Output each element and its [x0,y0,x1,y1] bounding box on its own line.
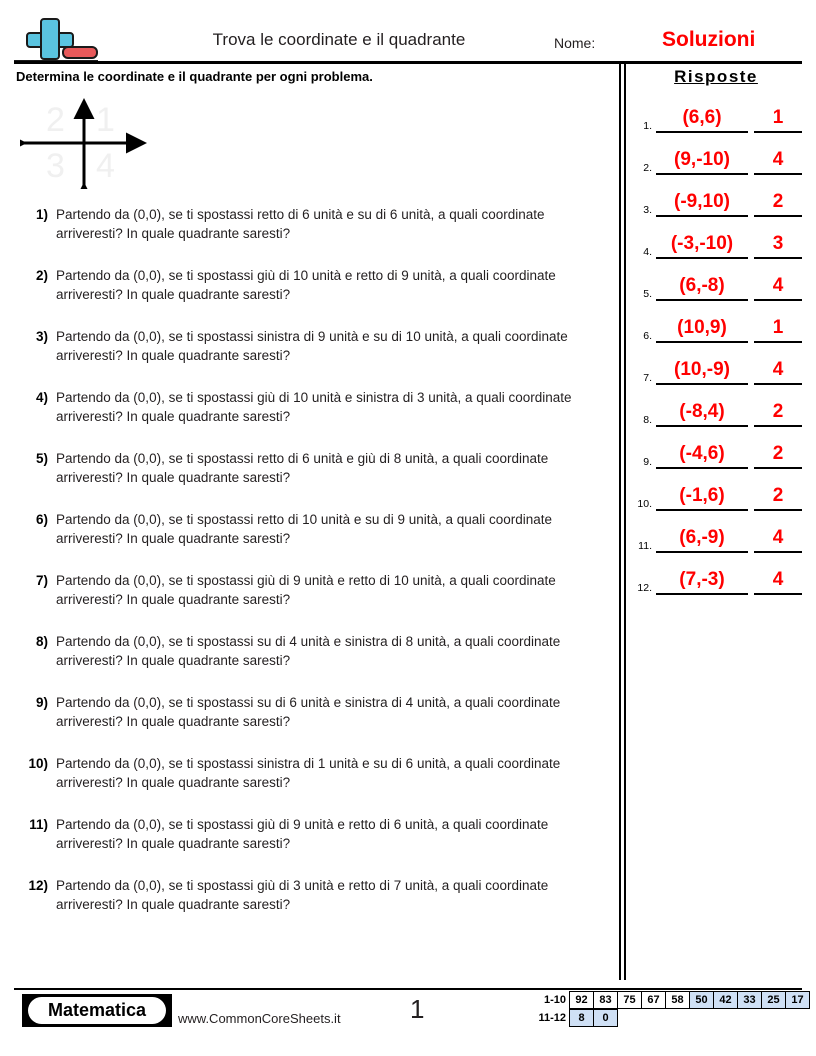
question-item [14,815,610,853]
brand-pill [28,997,166,1024]
answer-row [630,522,802,564]
answer-quadrant-blank[interactable] [754,315,802,343]
question-number: 3) [35,329,48,344]
answer-index: 1. [643,120,652,132]
answer-coordinate-blank[interactable] [656,399,748,427]
score-cell: 58 [665,991,690,1009]
answer-row [630,564,802,606]
question-text: Partendo da (0,0), se ti spostassi giù di 9 unità e retto di 10 unità, a quali coordinate arriveresti? In quale quadrante saresti? [56,573,556,607]
answer-quadrant-blank[interactable] [754,231,802,259]
score-cell: 67 [641,991,666,1009]
answer-quadrant-value: 3 [772,233,784,254]
score-cell: 0 [593,1009,618,1027]
question-text: Partendo da (0,0), se ti spostassi sinistra di 9 unità e su di 10 unità, a quali coordinate arriveresti? In quale quadrante saresti? [56,329,568,363]
question-text: Partendo da (0,0), se ti spostassi sinistra di 1 unità e su di 6 unità, a quali coordinate arriveresti? In quale quadrante saresti? [56,756,561,790]
score-cell: 50 [689,991,714,1009]
quadrant-label-2: 2 [46,101,65,139]
answer-index: 8. [643,414,652,426]
footer-divider [14,988,802,990]
page-title: Trova le coordinate e il quadrante [212,30,466,49]
question-number: 7) [35,573,48,588]
score-row [532,1009,810,1027]
name-label: Nome: [554,35,596,51]
answer-coordinate-blank[interactable] [656,483,748,511]
answer-quadrant-blank[interactable] [754,147,802,175]
question-item [14,876,610,914]
answer-quadrant-blank[interactable] [754,483,802,511]
question-text: Partendo da (0,0), se ti spostassi giù di 3 unità e retto di 7 unità, a quali coordinate arriveresti? In quale quadrante saresti? [56,878,549,912]
quadrant-axes-icon [20,97,148,189]
answer-coordinate-value: (-4,6) [679,443,725,464]
answers-list [630,102,802,606]
answer-quadrant-value: 4 [772,149,784,170]
answer-index: 3. [643,204,652,216]
quadrant-label-4: 4 [96,147,115,185]
score-cell: 8 [569,1009,594,1027]
score-cell: 25 [761,991,786,1009]
answer-quadrant-value: 1 [772,107,784,128]
score-cell: 75 [617,991,642,1009]
answer-index: 7. [643,372,652,384]
answer-coordinate-value: (10,9) [677,317,727,338]
answer-coordinate-blank[interactable] [656,441,748,469]
score-cell: 83 [593,991,618,1009]
question-item [14,266,610,304]
question-item [14,693,610,731]
question-text: Partendo da (0,0), se ti spostassi giù di 9 unità e retto di 6 unità, a quali coordinate arriveresti? In quale quadrante saresti? [56,817,549,851]
question-item [14,205,610,243]
answer-coordinate-blank[interactable] [656,315,748,343]
question-item [14,449,610,487]
answer-coordinate-value: (-9,10) [674,191,730,212]
answer-index: 2. [643,162,652,174]
answers-title: Risposte [674,67,758,86]
column-divider-outer [619,64,621,980]
question-number: 10) [28,756,48,771]
answer-quadrant-blank[interactable] [754,357,802,385]
header-divider [14,61,802,64]
answer-quadrant-blank[interactable] [754,525,802,553]
answer-quadrant-blank[interactable] [754,105,802,133]
score-cell: 92 [569,991,594,1009]
question-text: Partendo da (0,0), se ti spostassi retto di 6 unità e su di 6 unità, a quali coordinate arriveresti? In quale quadrante saresti? [56,207,545,241]
answer-coordinate-blank[interactable] [656,147,748,175]
answer-row [630,270,802,312]
question-text: Partendo da (0,0), se ti spostassi giù di 10 unità e retto di 9 unità, a quali coordinate arriveresti? In quale quadrante saresti? [56,268,556,302]
answer-index: 12. [637,582,652,594]
answer-index: 11. [638,540,652,552]
answer-quadrant-blank[interactable] [754,273,802,301]
answer-quadrant-blank[interactable] [754,567,802,595]
question-item [14,571,610,609]
question-text: Partendo da (0,0), se ti spostassi su di 6 unità e sinistra di 4 unità, a quali coordinate arriveresti? In quale quadrante saresti? [56,695,561,729]
question-number: 5) [35,451,48,466]
question-number: 6) [35,512,48,527]
answer-row [630,144,802,186]
answer-coordinate-value: (7,-3) [679,569,725,590]
quadrant-diagram [20,97,148,189]
answer-coordinate-value: (-3,-10) [670,233,734,254]
answer-coordinate-blank[interactable] [656,525,748,553]
answer-coordinate-blank[interactable] [656,273,748,301]
answer-row [630,102,802,144]
answer-quadrant-blank[interactable] [754,399,802,427]
question-number: 4) [35,390,48,405]
answer-quadrant-blank[interactable] [754,441,802,469]
answers-panel [630,66,802,606]
answer-coordinate-blank[interactable] [656,357,748,385]
answer-coordinate-value: (6,-8) [679,275,725,296]
answer-coordinate-value: (-8,4) [679,401,725,422]
answer-coordinate-blank[interactable] [656,231,748,259]
answer-coordinate-value: (10,-9) [674,359,730,380]
answer-row [630,438,802,480]
logo-minus-bar [62,46,98,59]
answer-row [630,186,802,228]
answer-index: 6. [643,330,652,342]
question-text: Partendo da (0,0), se ti spostassi retto di 6 unità e giù di 8 unità, a quali coordinate arriveresti? In quale quadrante saresti? [56,451,549,485]
commoncoresheets-logo-icon [14,16,98,62]
answer-quadrant-value: 4 [772,569,784,590]
answer-quadrant-value: 4 [772,359,784,380]
brand-label: Matematica [47,1000,147,1020]
page-header [14,14,802,62]
question-text: Partendo da (0,0), se ti spostassi su di 4 unità e sinistra di 8 unità, a quali coordinate arriveresti? In quale quadrante saresti? [56,634,561,668]
question-number: 9) [35,695,48,710]
name-value: Soluzioni [662,28,756,51]
answer-index: 4. [643,246,652,258]
question-text: Partendo da (0,0), se ti spostassi retto di 10 unità e su di 9 unità, a quali coordinate arriveresti? In quale quadrante saresti? [56,512,553,546]
question-number: 1) [35,207,48,222]
answer-quadrant-value: 2 [772,485,784,506]
logo-plus-center-fill [42,33,58,47]
quadrant-label-1: 1 [96,101,115,139]
score-row-label: 11-12 [538,1012,566,1024]
question-text: Partendo da (0,0), se ti spostassi giù di 10 unità e sinistra di 3 unità, a quali coordinate arriveresti? In quale quadrante saresti? [56,390,572,424]
score-cell: 42 [713,991,738,1009]
answer-row [630,396,802,438]
answer-coordinate-value: (6,6) [682,107,722,128]
answer-index: 9. [643,456,652,468]
score-cell: 33 [737,991,762,1009]
answer-row [630,228,802,270]
score-cell: 17 [785,991,810,1009]
question-item [14,510,610,548]
answer-coordinate-value: (6,-9) [679,527,725,548]
answer-quadrant-value: 4 [772,527,784,548]
answer-coordinate-value: (-1,6) [679,485,725,506]
answer-quadrant-value: 1 [772,317,784,338]
column-divider-inner [624,64,626,980]
score-row [532,991,810,1009]
question-number: 2) [35,268,48,283]
answer-quadrant-blank[interactable] [754,189,802,217]
brand-badge [22,994,172,1027]
answer-coordinate-blank[interactable] [656,105,748,133]
answer-quadrant-value: 2 [772,443,784,464]
question-number: 11) [29,817,48,832]
question-number: 12) [28,878,48,893]
question-item [14,388,610,426]
question-number: 8) [35,634,48,649]
answer-coordinate-blank[interactable] [656,567,748,595]
score-row-label: 1-10 [543,994,566,1006]
answer-index: 10. [637,498,652,510]
answer-row [630,312,802,354]
answer-coordinate-value: (9,-10) [674,149,730,170]
question-item [14,754,610,792]
answer-row [630,354,802,396]
answer-row [630,480,802,522]
answer-index: 5. [643,288,652,300]
question-item [14,327,610,365]
score-table [532,991,810,1027]
answer-quadrant-value: 2 [772,401,784,422]
quadrant-label-3: 3 [46,147,65,185]
questions-list [14,205,610,937]
instruction-text: Determina le coordinate e il quadrante per ogni problema. [16,69,373,84]
page-number: 1 [410,994,425,1024]
question-item [14,632,610,670]
site-url: www.CommonCoreSheets.it [178,1011,341,1026]
answer-quadrant-value: 4 [772,275,784,296]
answer-coordinate-blank[interactable] [656,189,748,217]
answer-quadrant-value: 2 [772,191,784,212]
